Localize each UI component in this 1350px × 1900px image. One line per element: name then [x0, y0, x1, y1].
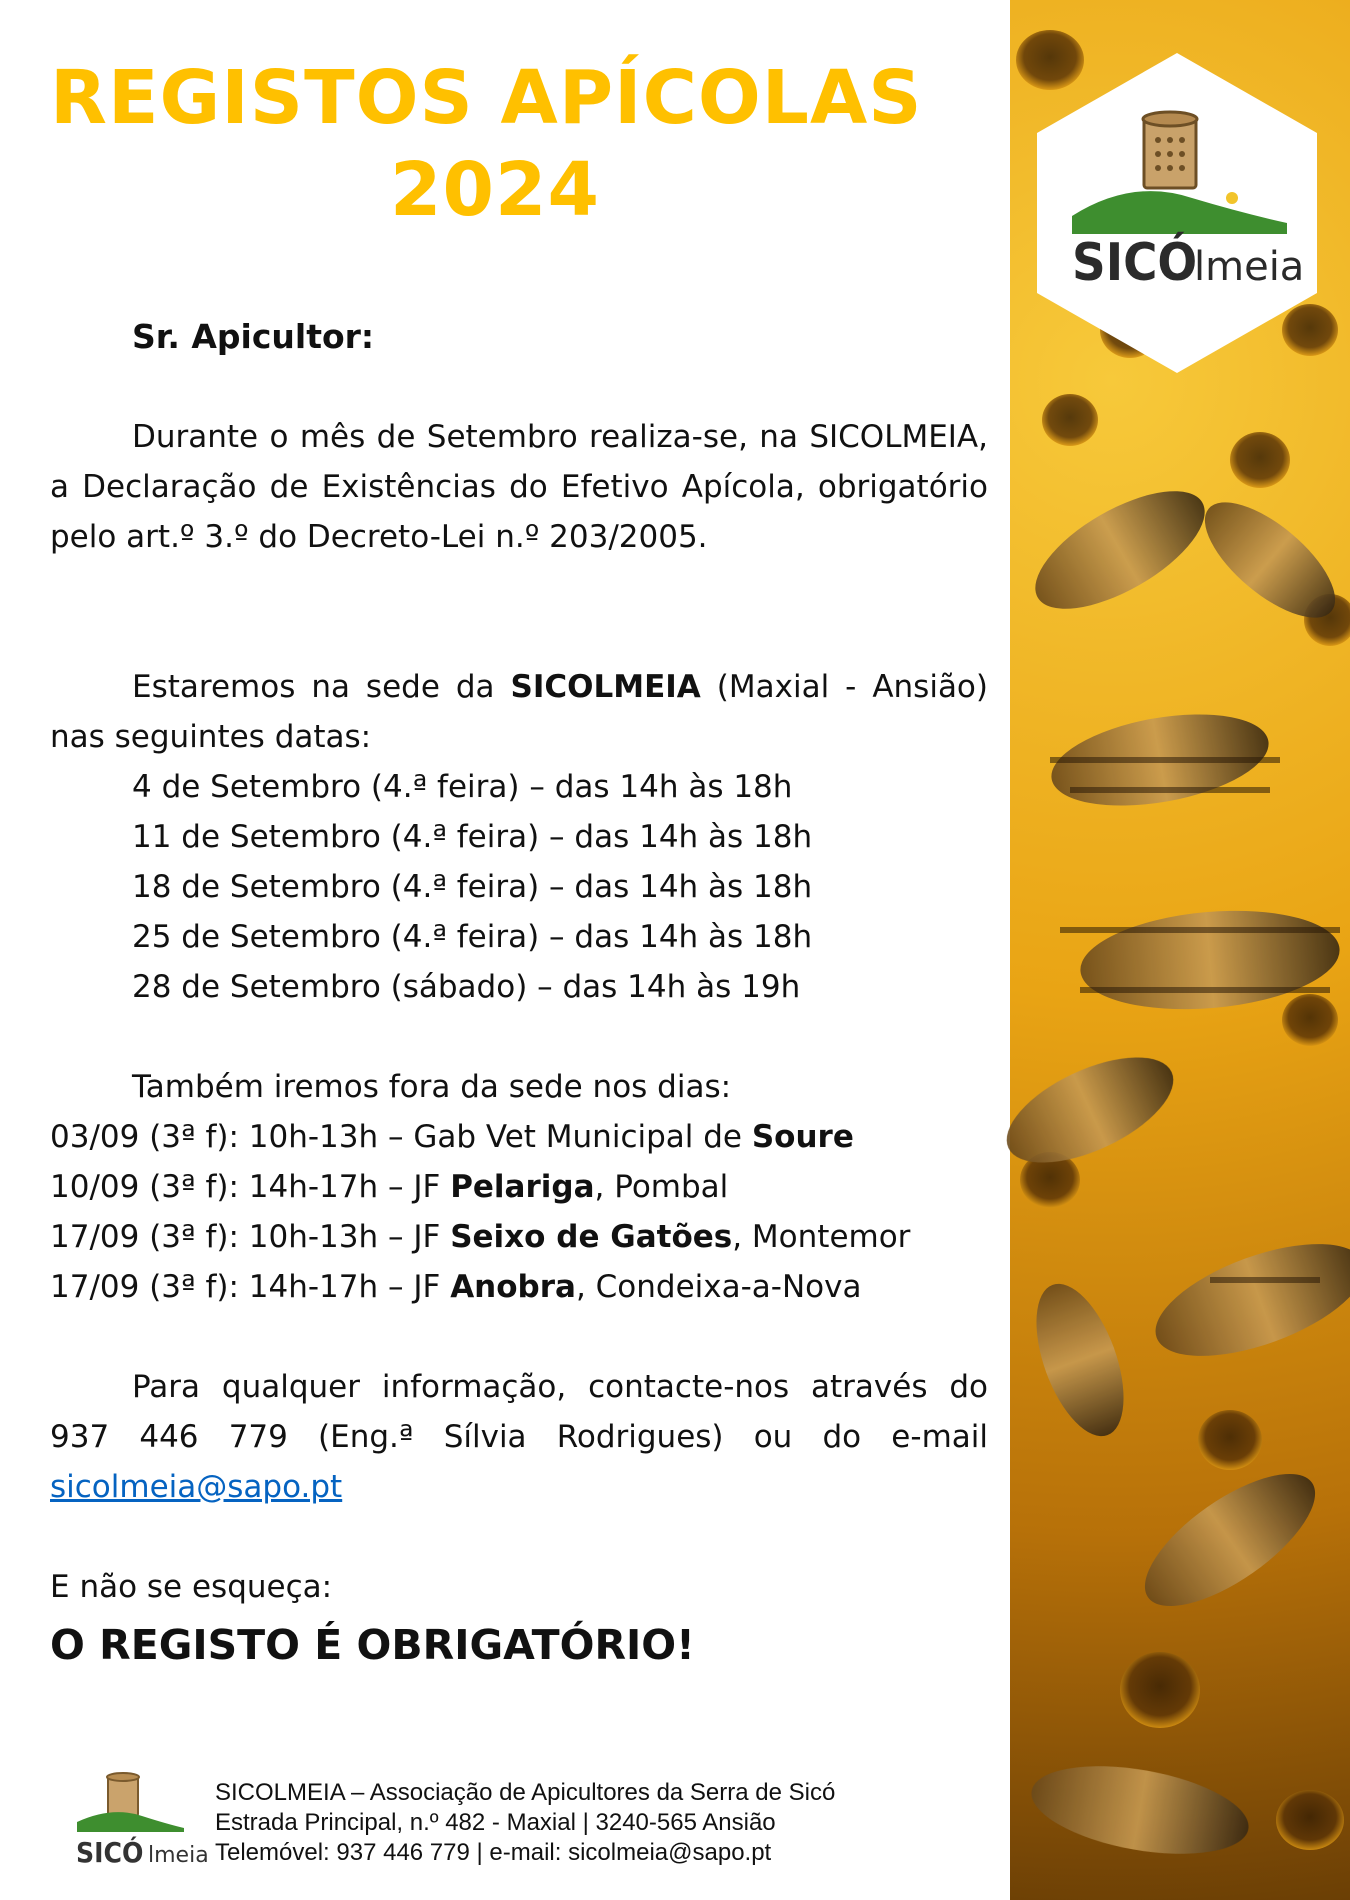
dates-list [132, 762, 812, 1012]
paragraph-contact [50, 1362, 988, 1512]
paragraph-headquarters [50, 662, 988, 762]
visit-location: Pelariga [450, 1169, 595, 1205]
svg-text:SICÓ: SICÓ [76, 1836, 144, 1869]
visit-item [50, 1262, 988, 1312]
paragraph-declaration: Durante o mês de Setembro realiza-se, na SICOLMEIA, a Declaração de Existências do Efetivo Apícola, obrigatório pelo art.º 3.º do Decreto-Lei n.º 203/2005. [50, 419, 988, 555]
visit-suffix: , Pombal [594, 1169, 729, 1205]
visit-item [50, 1212, 988, 1262]
date-item: 11 de Setembro (4.ª feira) – das 14h às 18h [132, 819, 813, 855]
date-item: 28 de Setembro (sábado) – das 14h às 19h [132, 969, 801, 1005]
mandatory-notice: O REGISTO É OBRIGATÓRIO! [50, 1621, 695, 1669]
date-item: 18 de Setembro (4.ª feira) – das 14h às 18h [132, 869, 813, 905]
visit-text: 17/09 (3ª f): 14h-17h – JF [50, 1269, 451, 1305]
visit-suffix: , Montemor [732, 1219, 911, 1255]
visit-item [50, 1162, 988, 1212]
reminder-text: E não se esqueça: [50, 1569, 333, 1605]
document-title [50, 52, 950, 236]
sicolmeia-hex-logo [1032, 48, 1322, 378]
footer-line-name: SICOLMEIA – Associação de Apicultores da Serra de Sicó [215, 1779, 836, 1806]
date-item: 25 de Setembro (4.ª feira) – das 14h às 18h [132, 919, 813, 955]
svg-text:lmeia: lmeia [148, 1843, 209, 1868]
visit-item [50, 1112, 988, 1162]
visit-suffix: , Condeixa-a-Nova [575, 1269, 862, 1305]
visit-text: 03/09 (3ª f): 10h-13h – Gab Vet Municipal de [50, 1119, 752, 1155]
visit-location: Seixo de Gatões [450, 1219, 733, 1255]
visit-location: Soure [751, 1119, 854, 1155]
visit-location: Anobra [450, 1269, 576, 1305]
footer-info [215, 1778, 835, 1868]
footer-line-address: Estrada Principal, n.º 482 - Maxial | 3240-565 Ansião [215, 1809, 776, 1836]
sicolmeia-logo [1032, 48, 1322, 378]
paragraph-headquarters-before: Estaremos na sede da [132, 669, 511, 705]
paragraph-headquarters-after: (Maxial - Ansião) nas seguintes datas: [50, 669, 988, 755]
visit-text: 10/09 (3ª f): 14h-17h – JF [50, 1169, 451, 1205]
greeting: Sr. Apicultor: [132, 317, 375, 356]
sicolmeia-name: SICOLMEIA [510, 669, 701, 705]
outside-visits [50, 1062, 988, 1312]
title-line-1: REGISTOS APÍCOLAS [50, 55, 923, 141]
contact-text: Para qualquer informação, contacte-nos através do 937 446 779 (Eng.ª Sílvia Rodrigues) ou do e-mail [50, 1369, 988, 1455]
sicolmeia-logo-small [72, 1770, 209, 1870]
email-link[interactable]: sicolmeia@sapo.pt [50, 1469, 343, 1505]
title-line-2: 2024 [390, 147, 600, 233]
visit-text: 17/09 (3ª f): 10h-13h – JF [50, 1219, 451, 1255]
date-item: 4 de Setembro (4.ª feira) – das 14h às 18h [132, 769, 793, 805]
outside-intro: Também iremos fora da sede nos dias: [132, 1069, 732, 1105]
footer-line-contact: Telemóvel: 937 446 779 | e-mail: sicolmeia@sapo.pt [215, 1839, 772, 1866]
footer-logo [72, 1770, 209, 1870]
logo-text-light: lmeia [1194, 244, 1305, 290]
logo-text-bold: SICÓ [1072, 233, 1198, 293]
